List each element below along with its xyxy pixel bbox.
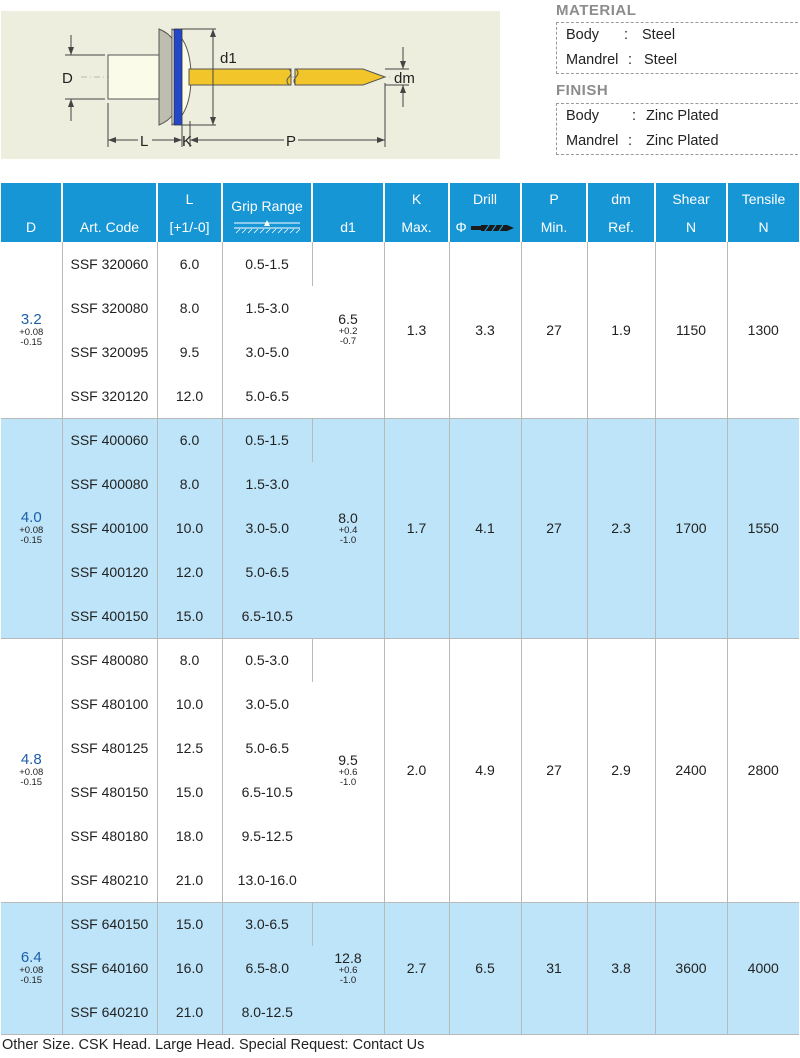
d1-tol-plus: +0.6 xyxy=(338,964,358,976)
cell-p: 27 xyxy=(521,418,587,638)
table-row xyxy=(1,902,799,946)
cell-l: 15.0 xyxy=(157,902,222,946)
d-tol-minus: -0.15 xyxy=(20,336,43,348)
finish-mandrel-key: Mandrel xyxy=(566,133,619,149)
cell-l: 12.0 xyxy=(157,550,222,594)
finish-mandrel-sep: : xyxy=(628,133,633,149)
cell-tensile: 1550 xyxy=(727,418,799,638)
d1-tol-plus: +0.2 xyxy=(338,326,358,338)
d1-tol-minus: -1.0 xyxy=(339,974,357,986)
rivet-diagram xyxy=(1,11,500,159)
cell-l: 21.0 xyxy=(157,990,222,1034)
cell-l: 8.0 xyxy=(157,638,222,682)
header-art-code: Art. Code xyxy=(62,183,157,242)
material-mandrel-row xyxy=(566,52,678,68)
cell-art-code: SSF 480125 xyxy=(62,726,157,770)
cell-dm: 2.9 xyxy=(587,638,655,902)
cell-grip-range: 6.5-10.5 xyxy=(222,594,312,638)
cell-l: 21.0 xyxy=(157,858,222,902)
cell-grip-range: 5.0-6.5 xyxy=(222,374,312,418)
d-tol-minus: -0.15 xyxy=(20,535,43,546)
cell-grip-range: 1.5-3.0 xyxy=(222,286,312,330)
diagram-label-K: K xyxy=(182,133,193,150)
finish-mandrel-row xyxy=(566,133,719,149)
cell-d xyxy=(1,242,62,418)
cell-k: 2.7 xyxy=(384,902,449,1034)
d1-tol-plus: +0.4 xyxy=(338,524,358,536)
cell-grip-range: 1.5-3.0 xyxy=(222,462,312,506)
cell-d1 xyxy=(312,638,384,902)
cell-grip-range: 8.0-12.5 xyxy=(222,990,312,1034)
finish-title: FINISH xyxy=(556,82,609,99)
cell-grip-range: 3.0-5.0 xyxy=(222,682,312,726)
d-tol-plus: +0.08 xyxy=(19,525,44,536)
cell-art-code: SSF 320120 xyxy=(62,374,157,418)
cell-l: 15.0 xyxy=(157,594,222,638)
cell-grip-range: 3.0-5.0 xyxy=(222,330,312,374)
d-tol-minus: -0.15 xyxy=(20,777,43,788)
cell-d1 xyxy=(312,242,384,418)
header-p: P Min. xyxy=(521,183,587,242)
cell-l: 6.0 xyxy=(157,242,222,286)
grip-range-icon xyxy=(232,220,302,234)
cell-p: 27 xyxy=(521,242,587,418)
cell-l: 10.0 xyxy=(157,682,222,726)
d1-tol-minus: -0.7 xyxy=(339,336,357,348)
d1-tol-plus: +0.6 xyxy=(338,766,358,778)
cell-l: 16.0 xyxy=(157,946,222,990)
cell-grip-range: 9.5-12.5 xyxy=(222,814,312,858)
material-body-row xyxy=(566,27,676,43)
cell-l: 8.0 xyxy=(157,462,222,506)
cell-l: 15.0 xyxy=(157,770,222,814)
cell-d xyxy=(1,638,62,902)
header-k: K Max. xyxy=(384,183,449,242)
cell-art-code: SSF 400100 xyxy=(62,506,157,550)
d-value: 4.0 xyxy=(20,509,42,526)
header-grip-range: Grip Range xyxy=(222,183,312,242)
cell-art-code: SSF 480180 xyxy=(62,814,157,858)
header-shear: Shear N xyxy=(655,183,727,242)
cell-k: 1.3 xyxy=(384,242,449,418)
cell-drill: 3.3 xyxy=(449,242,521,418)
finish-mandrel-value: Zinc Plated xyxy=(646,133,719,149)
cell-l: 12.5 xyxy=(157,726,222,770)
diagram-label-P: P xyxy=(286,133,297,150)
cell-drill: 4.1 xyxy=(449,418,521,638)
cell-art-code: SSF 480100 xyxy=(62,682,157,726)
cell-l: 6.0 xyxy=(157,418,222,462)
spec-table xyxy=(1,183,799,1035)
cell-shear: 2400 xyxy=(655,638,727,902)
header-tensile: Tensile N xyxy=(727,183,799,242)
d-value: 4.8 xyxy=(20,751,42,768)
cell-shear: 3600 xyxy=(655,902,727,1034)
cell-art-code: SSF 400080 xyxy=(62,462,157,506)
finish-body-row xyxy=(566,108,719,124)
d-tol-minus: -0.15 xyxy=(20,975,43,986)
cell-l: 12.0 xyxy=(157,374,222,418)
rivet-drawing xyxy=(1,11,500,159)
cell-d xyxy=(1,418,62,638)
cell-grip-range: 3.0-6.5 xyxy=(222,902,312,946)
cell-grip-range: 6.5-10.5 xyxy=(222,770,312,814)
material-mandrel-value: Steel xyxy=(644,52,678,68)
cell-d1 xyxy=(312,902,384,1034)
cell-shear: 1150 xyxy=(655,242,727,418)
cell-grip-range: 13.0-16.0 xyxy=(222,858,312,902)
cell-art-code: SSF 480150 xyxy=(62,770,157,814)
cell-art-code: SSF 320095 xyxy=(62,330,157,374)
d1-value: 12.8 xyxy=(334,949,362,966)
cell-tensile: 4000 xyxy=(727,902,799,1034)
cell-art-code: SSF 480210 xyxy=(62,858,157,902)
cell-art-code: SSF 480080 xyxy=(62,638,157,682)
material-title: MATERIAL xyxy=(556,2,637,19)
d1-value: 8.0 xyxy=(338,509,358,526)
table-row xyxy=(1,418,799,462)
d-tol-plus: +0.08 xyxy=(19,965,44,976)
cell-grip-range: 0.5-1.5 xyxy=(222,242,312,286)
cell-art-code: SSF 400150 xyxy=(62,594,157,638)
cell-art-code: SSF 400120 xyxy=(62,550,157,594)
cell-grip-range: 0.5-3.0 xyxy=(222,638,312,682)
cell-drill: 4.9 xyxy=(449,638,521,902)
header-dm: dm Ref. xyxy=(587,183,655,242)
material-body-key: Body xyxy=(566,27,600,43)
cell-dm: 1.9 xyxy=(587,242,655,418)
cell-art-code: SSF 320080 xyxy=(62,286,157,330)
d-value: 3.2 xyxy=(20,310,42,328)
cell-tensile: 1300 xyxy=(727,242,799,418)
cell-art-code: SSF 640210 xyxy=(62,990,157,1034)
cell-grip-range: 6.5-8.0 xyxy=(222,946,312,990)
header-d: D xyxy=(1,183,62,242)
diagram-label-dm: dm xyxy=(394,70,415,87)
material-mandrel-key: Mandrel xyxy=(566,52,619,68)
cell-l: 18.0 xyxy=(157,814,222,858)
cell-grip-range: 5.0-6.5 xyxy=(222,726,312,770)
cell-dm: 3.8 xyxy=(587,902,655,1034)
diagram-label-D: D xyxy=(62,70,73,87)
finish-body-value: Zinc Plated xyxy=(646,108,719,124)
d1-value: 6.5 xyxy=(338,311,358,328)
d-value: 6.4 xyxy=(20,949,42,966)
cell-tensile: 2800 xyxy=(727,638,799,902)
finish-body-key: Body xyxy=(566,108,600,124)
diagram-label-L: L xyxy=(140,133,149,150)
header-drill: Drill Φ xyxy=(449,183,521,242)
diagram-label-d1: d1 xyxy=(220,50,237,67)
cell-grip-range: 5.0-6.5 xyxy=(222,550,312,594)
cell-k: 2.0 xyxy=(384,638,449,902)
table-row xyxy=(1,242,799,286)
header-d1: d1 xyxy=(312,183,384,242)
cell-art-code: SSF 400060 xyxy=(62,418,157,462)
material-box xyxy=(556,22,798,74)
cell-art-code: SSF 640160 xyxy=(62,946,157,990)
drill-bit-icon xyxy=(471,223,515,233)
cell-d xyxy=(1,902,62,1034)
cell-art-code: SSF 320060 xyxy=(62,242,157,286)
table-row xyxy=(1,638,799,682)
d-tol-plus: +0.08 xyxy=(19,767,44,778)
cell-p: 27 xyxy=(521,638,587,902)
cell-grip-range: 0.5-1.5 xyxy=(222,418,312,462)
material-body-sep: : xyxy=(624,27,629,43)
cell-k: 1.7 xyxy=(384,418,449,638)
diameter-symbol: Φ xyxy=(455,218,467,235)
cell-l: 8.0 xyxy=(157,286,222,330)
d1-tol-minus: -1.0 xyxy=(339,534,357,546)
cell-l: 10.0 xyxy=(157,506,222,550)
cell-d1 xyxy=(312,418,384,638)
material-body-value: Steel xyxy=(642,27,676,43)
d1-tol-minus: -1.0 xyxy=(339,776,357,788)
d1-value: 9.5 xyxy=(338,751,358,768)
table-header-row xyxy=(1,183,799,242)
header-l: L [+1/-0] xyxy=(157,183,222,242)
finish-box xyxy=(556,103,798,155)
footer-note: Other Size. CSK Head. Large Head. Special Request: Contact Us xyxy=(2,1037,425,1053)
d-tol-plus: +0.08 xyxy=(19,326,44,338)
cell-l: 9.5 xyxy=(157,330,222,374)
cell-art-code: SSF 640150 xyxy=(62,902,157,946)
cell-p: 31 xyxy=(521,902,587,1034)
finish-body-sep: : xyxy=(632,108,637,124)
table-body xyxy=(1,242,799,1034)
material-mandrel-sep: : xyxy=(628,52,633,68)
cell-shear: 1700 xyxy=(655,418,727,638)
cell-drill: 6.5 xyxy=(449,902,521,1034)
cell-dm: 2.3 xyxy=(587,418,655,638)
cell-grip-range: 3.0-5.0 xyxy=(222,506,312,550)
